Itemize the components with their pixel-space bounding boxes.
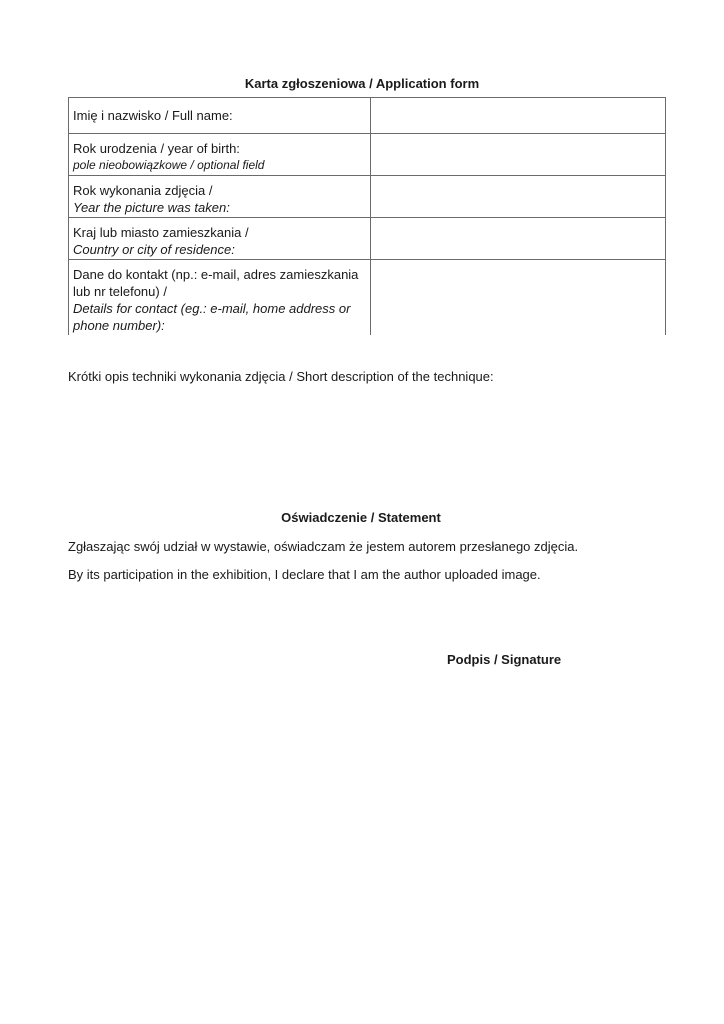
signature-label: Podpis / Signature (447, 652, 562, 667)
table-row (69, 176, 666, 218)
optional-field-note: pole nieobowiązkowe / optional field (73, 158, 265, 172)
technique-description-label: Krótki opis techniki wykonania zdjęcia / Short description of the technique: (68, 369, 494, 384)
full-name-label (69, 98, 371, 134)
contact-details-label-en-2: phone number): (73, 318, 165, 333)
residence-field[interactable] (371, 218, 666, 260)
contact-details-field[interactable] (371, 260, 666, 336)
statement-heading (0, 510, 724, 525)
contact-details-label-pl-1: Dane do kontakt (np.: e-mail, adres zamieszkania (73, 267, 359, 282)
residence-label-en: Country or city of residence: (73, 242, 235, 257)
full-name-field[interactable] (371, 98, 666, 134)
table-row (69, 260, 666, 336)
application-form-table (68, 97, 666, 335)
picture-year-label (69, 176, 371, 218)
table-row (69, 98, 666, 134)
year-of-birth-field[interactable] (371, 134, 666, 176)
year-of-birth-label (69, 134, 371, 176)
residence-label-pl: Kraj lub miasto zamieszkania / (73, 225, 249, 240)
residence-label (69, 218, 371, 260)
picture-year-field[interactable] (371, 176, 666, 218)
year-of-birth-label-text: Rok urodzenia / year of birth: (73, 141, 240, 156)
contact-details-label-pl-2: lub nr telefonu) / (73, 284, 167, 299)
form-title: Karta zgłoszeniowa / Application form (244, 76, 480, 91)
contact-details-label-en-1: Details for contact (eg.: e-mail, home address or (73, 301, 351, 316)
full-name-label-text: Imię i nazwisko / Full name: (73, 108, 233, 123)
statement-heading-text: Oświadczenie / Statement (281, 510, 441, 525)
picture-year-label-pl: Rok wykonania zdjęcia / (73, 183, 213, 198)
contact-details-label (69, 260, 371, 336)
statement-text-pl: Zgłaszając swój udział w wystawie, oświadczam że jestem autorem przesłanego zdjęcia. (68, 539, 579, 554)
table-row (69, 134, 666, 176)
picture-year-label-en: Year the picture was taken: (73, 200, 230, 215)
statement-text-en: By its participation in the exhibition, I declare that I am the author uploaded image. (68, 567, 541, 582)
table-row (69, 218, 666, 260)
